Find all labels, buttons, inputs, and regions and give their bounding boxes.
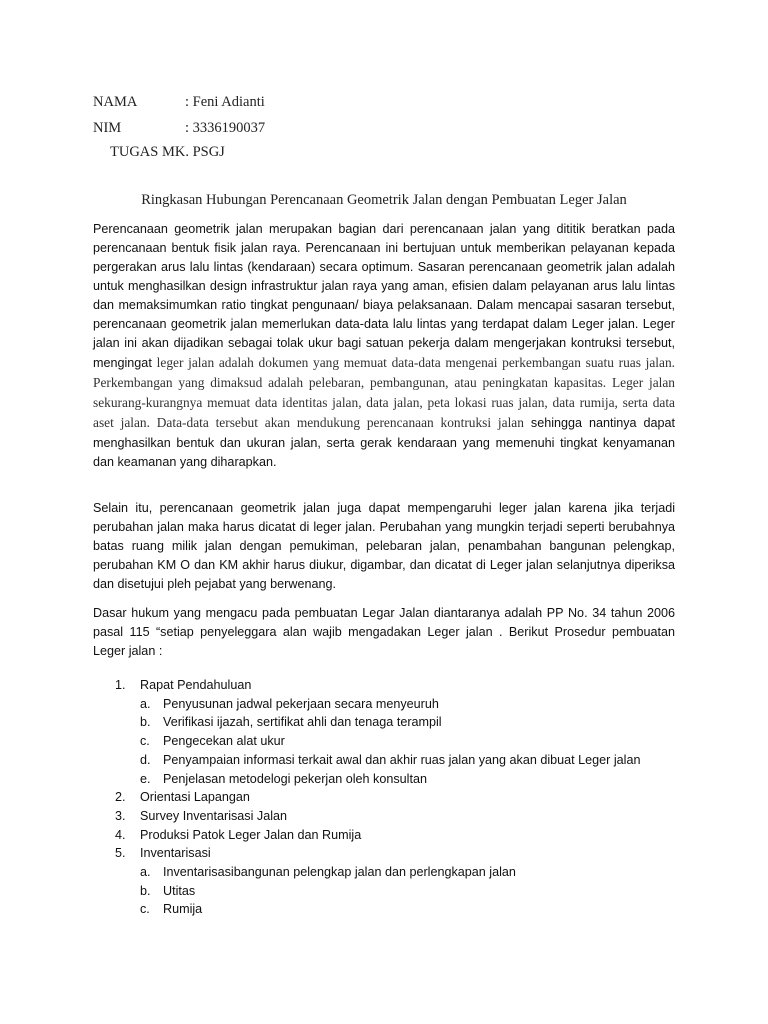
paragraph-3: Dasar hukum yang mengacu pada pembuatan Legar Jalan diantaranya adalah PP No. 34 tahun 2006 pasal 115 “setiap penyeleggara alan wajib mengadakan Leger jalan . Berikut Prosedur pembuatan Leger jalan : <box>93 606 675 659</box>
sub-list-item <box>93 732 693 751</box>
document-title: Ringkasan Hubungan Perencanaan Geometrik Jalan dengan Pembuatan Leger Jalan <box>141 192 627 208</box>
sub-list-item-label: Pengecekan alat ukur <box>163 734 285 749</box>
sub-list-item-letter: b. <box>140 883 151 898</box>
list-item-number: 3. <box>115 808 126 823</box>
sub-list-item-letter: d. <box>140 752 151 767</box>
sub-list-item-letter: a. <box>140 696 151 711</box>
sub-list-item <box>93 695 693 714</box>
sub-list-item <box>93 713 693 732</box>
nim-label: NIM <box>93 120 122 136</box>
sub-list-item <box>93 863 693 882</box>
sub-list-item <box>93 770 693 789</box>
assignment-line: TUGAS MK. PSGJ <box>110 144 225 160</box>
list-item-number: 5. <box>115 846 126 861</box>
sub-list-item-label: Penyusunan jadwal pekerjaan secara menyeuruh <box>163 696 439 711</box>
list-item-number: 4. <box>115 827 126 842</box>
list-item-number: 1. <box>115 678 126 692</box>
list-item <box>93 826 693 845</box>
list-item <box>93 676 693 695</box>
procedure-list <box>93 676 693 919</box>
name-label: NAMA <box>93 94 138 110</box>
sub-list-item-label: Penjelasan metodelogi pekerjan oleh konsultan <box>163 771 427 786</box>
list-item <box>93 788 693 807</box>
sub-list-item-letter: b. <box>140 715 151 730</box>
list-item-label: Survey Inventarisasi Jalan <box>140 808 287 823</box>
sub-list-item-letter: c. <box>140 902 150 917</box>
sub-list-item-letter: e. <box>140 771 151 786</box>
sub-list-item-label: Rumija <box>163 902 203 917</box>
paragraph-1-part-2: leger jalan adalah dokumen yang memuat data-data mengenai perkembangan suatu ruas jalan. Perkembangan yang dimaksud adalah pelebaran, pembangunan, atau peningkatan kapasitas. Leger jalan sekurang-kurangnya memuat data identitas jalan, data jalan, peta lokasi ruas jalan, data rumija, serta data aset jalan. Data-data tersebut akan mendukung perencanaan kontruksi jalan <box>93 355 675 431</box>
name-value: : Feni Adianti <box>185 94 265 110</box>
nim-value: : 3336190037 <box>185 120 266 136</box>
list-item-label: Rapat Pendahuluan <box>140 678 252 692</box>
paragraph-1-part-1: Perencanaan geometrik jalan merupakan bagian dari perencanaan jalan yang dititik beratkan pada perencanaan bentuk fisik jalan raya. Perencanaan ini bertujuan untuk memberikan pelayanan kepada pergerakan arus lalu lintas (kendaraan) secara optimum. Sasaran perencanaan geometrik jalan adalah untuk menghasilkan design infrastruktur jalan raya yang aman, efisien dalam pelayanan arus lalu lintas dan memaksimumkan ratio tingkat pengunaan/ biaya pelaksanaan. Dalam mencapai sasaran tersebut, perencanaan geometrik jalan memerlukan data-data lalu lintas yang terdapat dalam Leger jalan. Leger jalan ini akan dijadikan sebagai tolak ukur bagi satuan pekerja dalam mengerjakan kontruksi tersebut, mengingat <box>93 222 675 371</box>
list-item <box>93 844 693 863</box>
name-line <box>93 94 265 111</box>
list-item-number: 2. <box>115 790 126 805</box>
sub-list-item-letter: a. <box>140 865 151 880</box>
list-item-label: Produksi Patok Leger Jalan dan Rumija <box>140 827 362 842</box>
nim-line <box>93 120 265 137</box>
paragraph-2: Selain itu, perencanaan geometrik jalan juga dapat mempengaruhi leger jalan karena jika terjadi perubahan jalan maka harus dicatat di leger jalan. Perubahan yang mungkin terjadi seperti berubahnya batas ruang milik jalan dengan pemukiman, pelebaran jalan, penambahan bangunan pelengkap, perubahan KM O dan KM akhir harus diukur, digambar, dan dicatat di Leger jalan selanjutnya diperiksa dan disetujui pleh pejabat yang berwenang. <box>93 501 675 592</box>
list-item-label: Orientasi Lapangan <box>140 790 250 805</box>
list-item-label: Inventarisasi <box>140 846 211 861</box>
sub-list-item-label: Inventarisasibangunan pelengkap jalan dan perlengkapan jalan <box>163 865 516 880</box>
paragraph-1 <box>93 220 675 472</box>
sub-list-item-label: Penyampaian informasi terkait awal dan akhir ruas jalan yang akan dibuat Leger jalan <box>163 752 641 767</box>
sub-list-item-label: Verifikasi ijazah, sertifikat ahli dan tenaga terampil <box>163 715 442 730</box>
paragraph-1-part-3: sehingga nantinya dapat menghasilkan bentuk dan ukuran jalan, serta gerak kendaraan yang memenuhi tingkat kenyamanan dan keamanan yang diharapkan. <box>93 416 676 469</box>
sub-list-item-letter: c. <box>140 734 150 749</box>
list-item <box>93 807 693 826</box>
sub-list-item <box>93 751 693 770</box>
sub-list-item-label: Utitas <box>163 883 196 898</box>
sub-list-item <box>93 882 693 901</box>
sub-list-item <box>93 900 693 919</box>
